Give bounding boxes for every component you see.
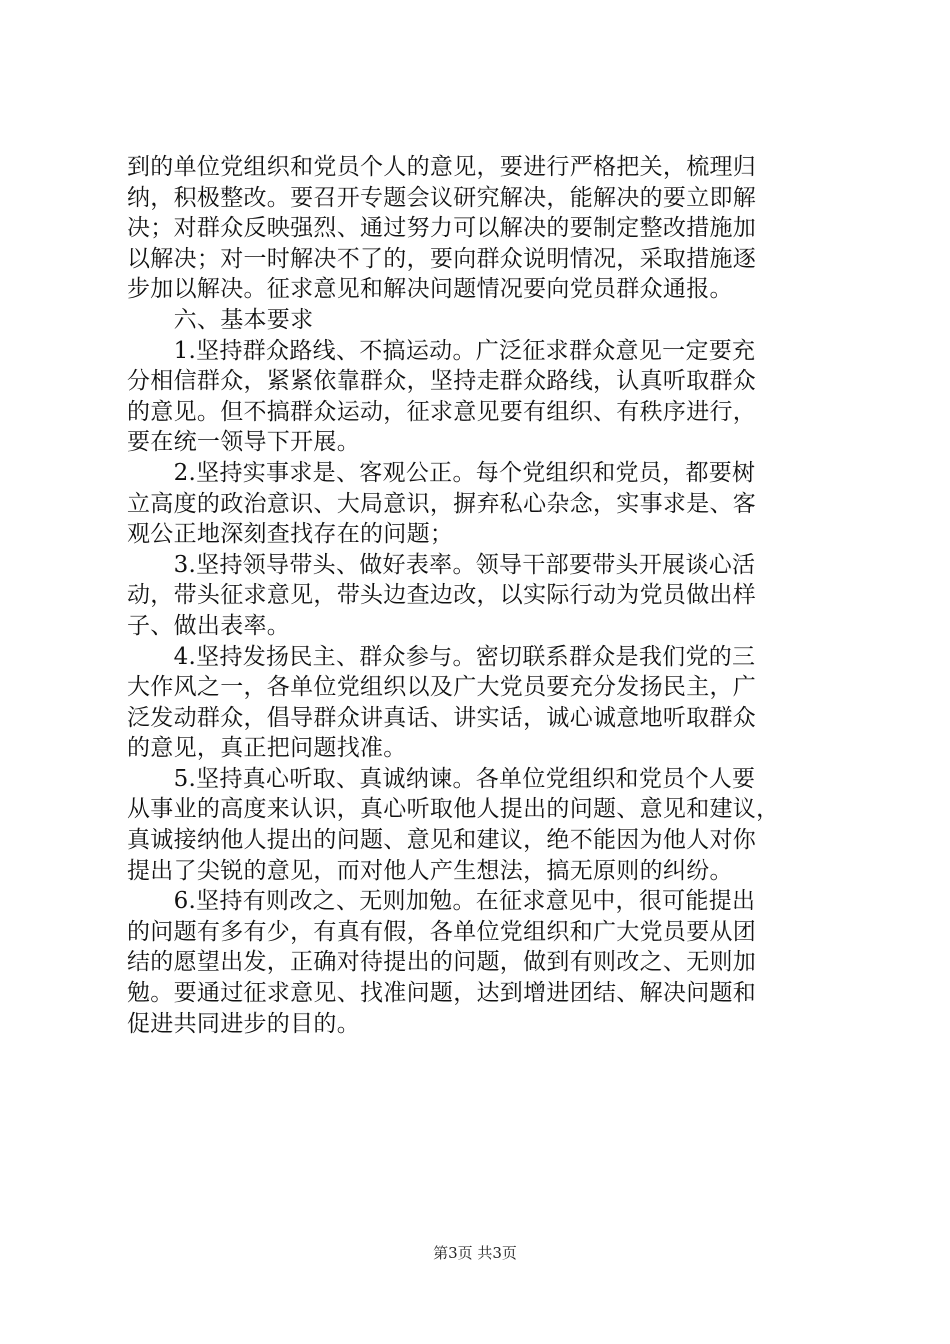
text-line: 从事业的高度来认识，真心听取他人提出的问题、意见和建议， bbox=[127, 796, 780, 823]
text-line: 大作风之一，各单位党组织以及广大党员要充分发扬民主，广 bbox=[127, 674, 757, 701]
text-line: 到的单位党组织和党员个人的意见，要进行严格把关，梳理归 bbox=[127, 154, 757, 180]
text-line: 要在统一领导下开展。 bbox=[127, 429, 360, 456]
text-line: 3.坚持领导带头、做好表率。领导干部要带头开展谈心活 bbox=[127, 551, 756, 578]
text-line: 促进共同进步的目的。 bbox=[127, 1010, 360, 1037]
text-line: 结的愿望出发，正确对待提出的问题，做到有则改之、无则加 bbox=[127, 949, 757, 976]
section-heading: 六、基本要求 bbox=[127, 306, 314, 333]
text-line: 勉。要通过征求意见、找准问题，达到增进团结、解决问题和 bbox=[127, 980, 757, 1007]
text-line: 决；对群众反映强烈、通过努力可以解决的要制定整改措施加 bbox=[127, 215, 757, 242]
text-line: 子、做出表率。 bbox=[127, 612, 291, 639]
text-line: 动，带头征求意见，带头边查边改，以实际行动为党员做出样 bbox=[127, 582, 757, 609]
text-line: 5.坚持真心听取、真诚纳谏。各单位党组织和党员个人要 bbox=[127, 765, 756, 792]
text-line: 立高度的政治意识、大局意识，摒弃私心杂念，实事求是、客 bbox=[127, 490, 757, 517]
text-line: 泛发动群众，倡导群众讲真话、讲实话，诚心诚意地听取群众 bbox=[127, 704, 757, 731]
text-line: 1.坚持群众路线、不搞运动。广泛征求群众意见一定要充 bbox=[127, 337, 756, 364]
text-line: 的问题有多有少，有真有假，各单位党组织和广大党员要从团 bbox=[127, 918, 757, 945]
text-line: 4.坚持发扬民主、群众参与。密切联系群众是我们党的三 bbox=[127, 643, 756, 670]
text-line: 观公正地深刻查找存在的问题； bbox=[127, 521, 454, 548]
text-line: 以解决；对一时解决不了的，要向群众说明情况，采取措施逐 bbox=[127, 245, 757, 272]
text-line: 6.坚持有则改之、无则加勉。在征求意见中，很可能提出 bbox=[127, 888, 756, 915]
text-line: 步加以解决。征求意见和解决问题情况要向党员群众通报。 bbox=[127, 276, 733, 303]
text-line: 纳，积极整改。要召开专题会议研究解决，能解决的要立即解 bbox=[127, 184, 757, 211]
page-number: 第3页 共3页 bbox=[433, 1244, 517, 1262]
text-line: 2.坚持实事求是、客观公正。每个党组织和党员，都要树 bbox=[127, 459, 756, 486]
document-body bbox=[127, 152, 847, 1039]
text-line: 提出了尖锐的意见，而对他人产生想法，搞无原则的纠纷。 bbox=[127, 857, 733, 884]
text-line: 真诚接纳他人提出的问题、意见和建议，绝不能因为他人对你 bbox=[127, 827, 757, 854]
text-line: 分相信群众，紧紧依靠群众，坚持走群众路线，认真听取群众 bbox=[127, 368, 757, 395]
text-line: 的意见，真正把问题找准。 bbox=[127, 735, 407, 762]
text-line: 的意见。但不搞群众运动，征求意见要有组织、有秩序进行， bbox=[127, 398, 757, 425]
